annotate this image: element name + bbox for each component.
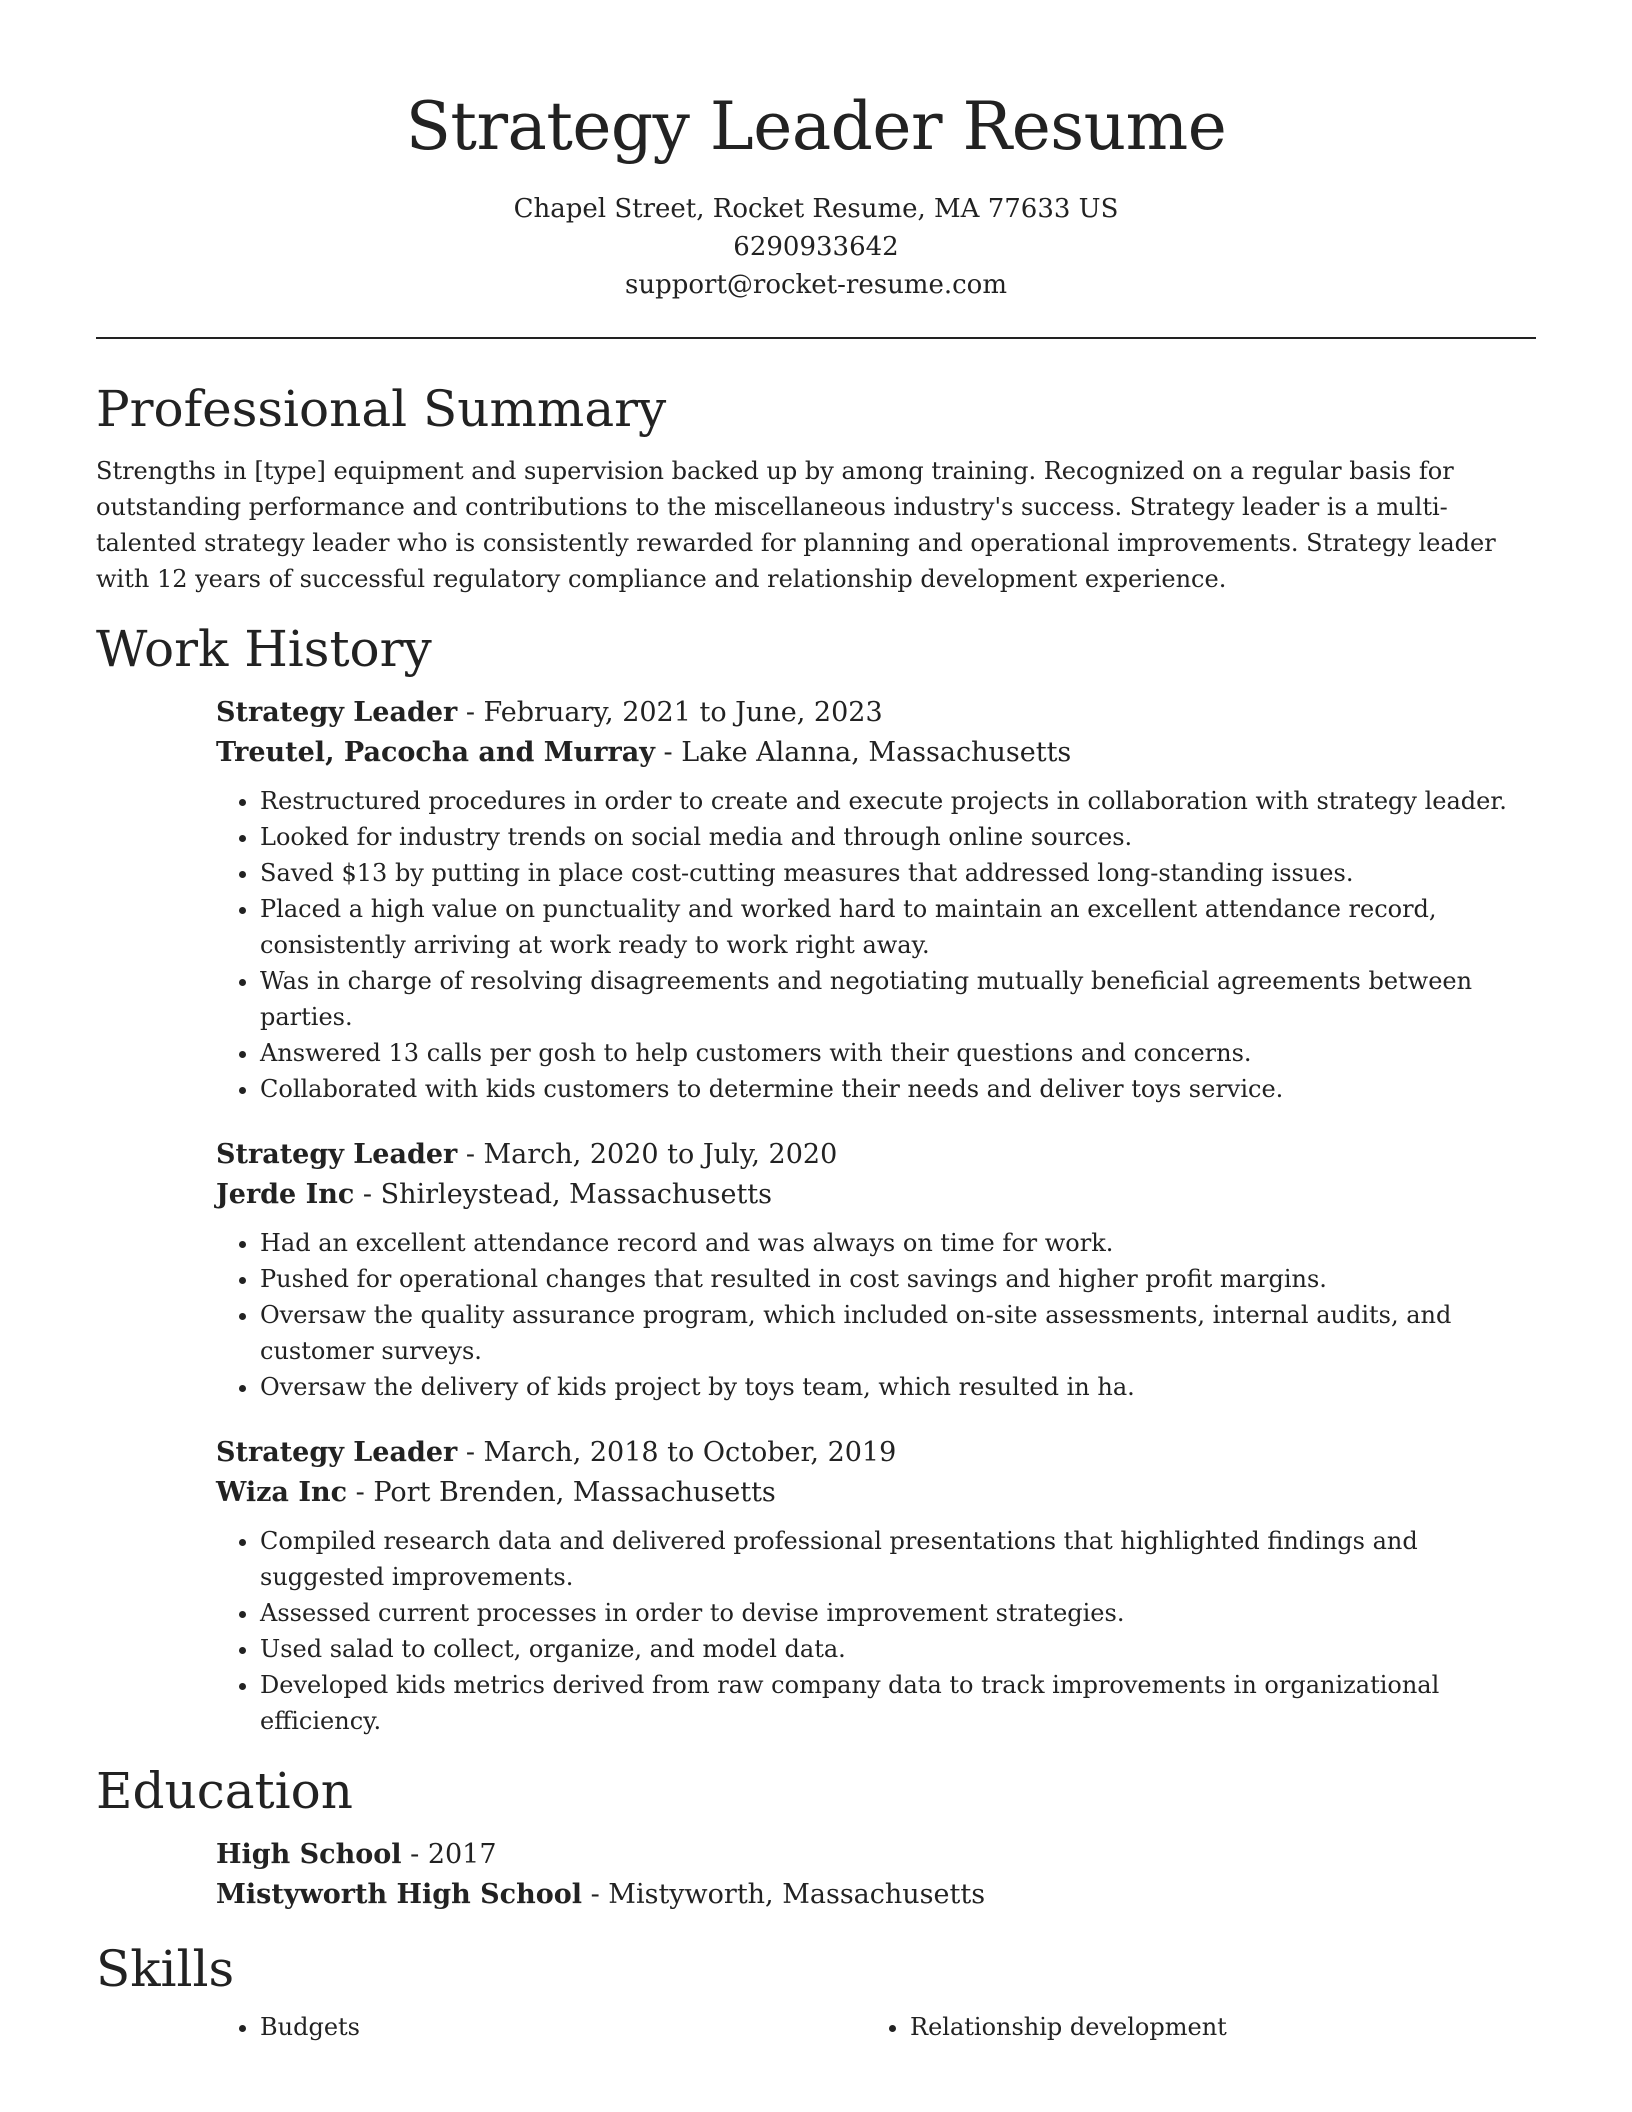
job-bullets — [216, 783, 1536, 1107]
job-bullet: • Used salad to collect, organize, and model data. — [260, 1631, 1536, 1667]
job-company-line — [216, 1175, 1536, 1215]
job-bullet: • Developed kids metrics derived from raw company data to track improvements in organizational efficiency. — [260, 1667, 1536, 1739]
summary-section — [96, 377, 1536, 597]
job-bullet: • Pushed for operational changes that resulted in cost savings and higher profit margins. — [260, 1261, 1536, 1297]
skills-grid — [216, 2009, 1536, 2045]
job-bullet: • Compiled research data and delivered professional presentations that highlighted findings and suggested improvements. — [260, 1523, 1536, 1595]
work-history-section — [96, 617, 1536, 1739]
phone: 6290933642 — [733, 232, 899, 262]
job-bullet: • Looked for industry trends on social media and through online sources. — [260, 819, 1536, 855]
job-bullet: • Collaborated with kids customers to determine their needs and deliver toys service. — [260, 1071, 1536, 1107]
email: support@rocket-resume.com — [624, 270, 1007, 300]
job-bullet: • Oversaw the quality assurance program, which included on-site assessments, internal audits, and customer surveys. — [260, 1297, 1536, 1369]
resume-title: Strategy Leader Resume — [405, 88, 1227, 165]
education-location: - Mistyworth, Massachusetts — [582, 1879, 986, 1910]
skills-column-right — [866, 2009, 1516, 2045]
resume-page — [96, 0, 1536, 2045]
summary-heading: Professional Summary — [96, 380, 667, 438]
job-bullet: • Had an excellent attendance record and was always on time for work. — [260, 1225, 1536, 1261]
job-company: Treutel, Pacocha and Murray — [216, 737, 655, 768]
education-school: Mistyworth High School — [216, 1879, 583, 1910]
job-role: Strategy Leader — [216, 1437, 458, 1468]
skills-section — [96, 1937, 1536, 2045]
job-title-line — [216, 1433, 1536, 1473]
job-entry — [216, 1135, 1536, 1405]
job-bullets — [216, 1523, 1536, 1739]
job-title-line — [216, 693, 1536, 733]
job-entry — [216, 693, 1536, 1107]
job-role: Strategy Leader — [216, 1139, 458, 1170]
education-year: - 2017 — [401, 1839, 497, 1870]
job-bullet: • Placed a high value on punctuality and worked hard to maintain an excellent attendance record, consistently arriving at work ready to work right away. — [260, 891, 1536, 963]
job-company-line — [216, 733, 1536, 773]
job-location: - Shirleystead, Massachusetts — [354, 1179, 772, 1210]
summary-text: Strengths in [type] equipment and supervision backed up by among training. Recognized on a regular basis for outstanding performance and contributions to the miscellaneous industry's success. Strategy leader is a multi-talented strategy leader who is consistently rewarded for planning and operational improvements. Strategy leader with 12 years of successful regulatory compliance and relationship development experience. — [96, 457, 1496, 593]
job-bullet: • Saved $13 by putting in place cost-cutting measures that addressed long-standing issues. — [260, 855, 1536, 891]
header-divider — [96, 337, 1536, 339]
job-dates: - March, 2018 to October, 2019 — [457, 1437, 897, 1468]
job-company-line — [216, 1473, 1536, 1513]
resume-header — [96, 0, 1536, 304]
job-dates: - February, 2021 to June, 2023 — [457, 697, 883, 728]
contact-block — [96, 190, 1536, 304]
skills-heading: Skills — [96, 1940, 235, 1998]
job-bullet: • Answered 13 calls per gosh to help customers with their questions and concerns. — [260, 1035, 1536, 1071]
job-entry — [216, 1433, 1536, 1739]
job-bullet: • Restructured procedures in order to create and execute projects in collaboration with strategy leader. — [260, 783, 1536, 819]
job-role: Strategy Leader — [216, 697, 458, 728]
job-bullets — [216, 1225, 1536, 1405]
job-location: - Port Brenden, Massachusetts — [347, 1477, 776, 1508]
address: Chapel Street, Rocket Resume, MA 77633 US — [513, 194, 1119, 224]
job-bullet: • Assessed current processes in order to devise improvement strategies. — [260, 1595, 1536, 1631]
job-company: Wiza Inc — [216, 1477, 348, 1508]
education-degree-line — [216, 1835, 1536, 1875]
job-bullet: • Was in charge of resolving disagreements and negotiating mutually beneficial agreements between parties. — [260, 963, 1536, 1035]
job-dates: - March, 2020 to July, 2020 — [457, 1139, 838, 1170]
job-bullet: • Oversaw the delivery of kids project by toys team, which resulted in ha. — [260, 1369, 1536, 1405]
education-heading: Education — [96, 1762, 353, 1820]
job-title-line — [216, 1135, 1536, 1175]
education-entry — [216, 1835, 1536, 1915]
education-degree: High School — [216, 1839, 402, 1870]
job-company: Jerde Inc — [216, 1179, 355, 1210]
work-history-heading: Work History — [96, 620, 432, 678]
education-section — [96, 1759, 1536, 1915]
job-location: - Lake Alanna, Massachusetts — [654, 737, 1072, 768]
skill-item: • Relationship development — [910, 2009, 1516, 2045]
skills-column-left — [216, 2009, 866, 2045]
education-school-line — [216, 1875, 1536, 1915]
skill-item: • Budgets — [260, 2009, 866, 2045]
